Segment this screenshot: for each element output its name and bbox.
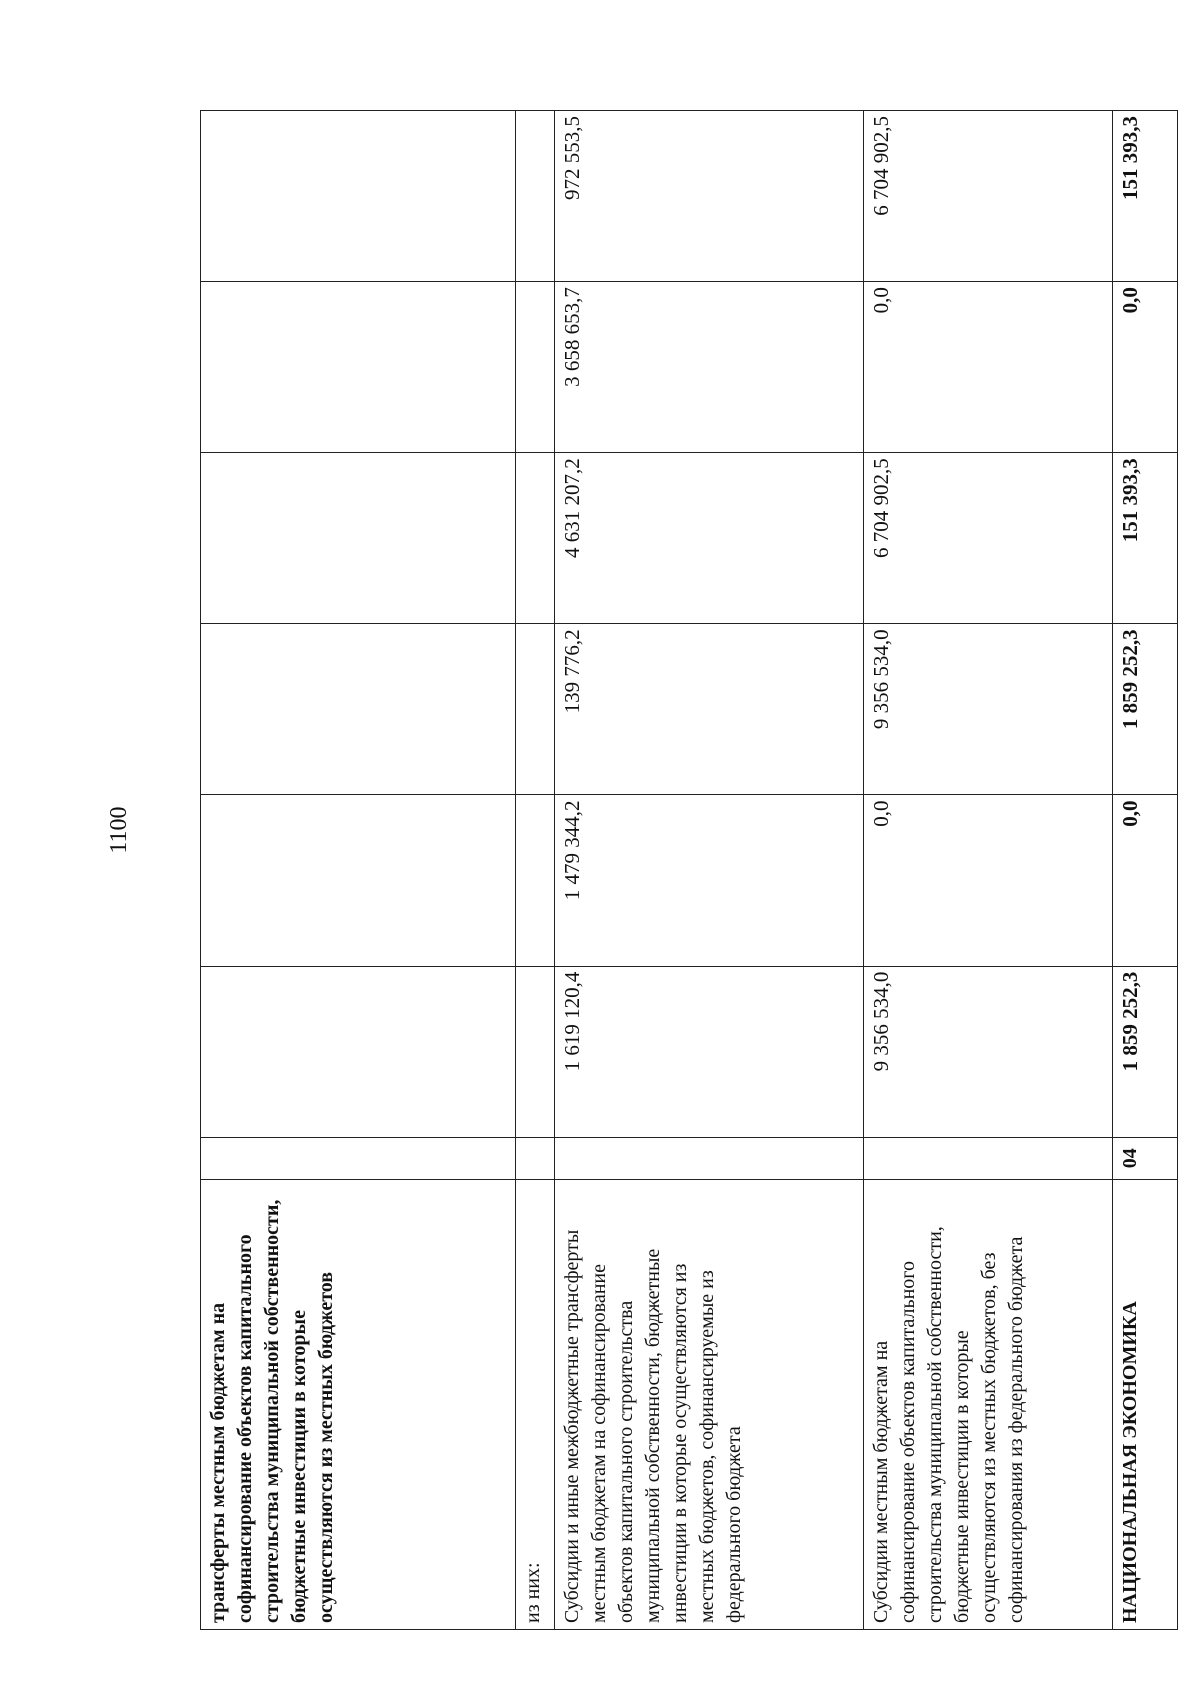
value-cell: 139 776,2 [555, 624, 864, 795]
value-cell [516, 111, 555, 282]
row-code [516, 1137, 555, 1179]
value-cell [516, 795, 555, 966]
value-cell [201, 966, 516, 1137]
row-name: Субсидии и иные межбюджетные трансферты местным бюджетам на софинансирование объектов капитального строительства муниципальной собственности, бюджетные инвестиции в которые осуществляются из местных бюджетов, софинансируемые из федерального бюджета [555, 1179, 864, 1629]
value-cell: 1 479 344,2 [555, 795, 864, 966]
value-cell [516, 282, 555, 453]
budget-table-rotated [200, 110, 1142, 1630]
value-cell: 1 859 252,3 [1113, 966, 1178, 1137]
table-row [864, 111, 1113, 1630]
row-code [864, 1137, 1113, 1179]
value-cell: 9 356 534,0 [864, 966, 1113, 1137]
value-cell [516, 624, 555, 795]
row-name: трансферты местным бюджетам на софинансирование объектов капитального строительства муниципальной собственности, бюджетные инвестиции в которые осуществляются из местных бюджетов [201, 1179, 516, 1629]
value-cell: 4 631 207,2 [555, 453, 864, 624]
value-cell [201, 453, 516, 624]
value-cell: 3 658 653,7 [555, 282, 864, 453]
table-row [201, 111, 516, 1630]
value-cell [201, 111, 516, 282]
value-cell: 0,0 [1113, 795, 1178, 966]
value-cell [516, 453, 555, 624]
value-cell: 972 553,5 [555, 111, 864, 282]
value-cell: 151 393,3 [1113, 111, 1178, 282]
value-cell: 0,0 [864, 795, 1113, 966]
value-cell [201, 624, 516, 795]
value-cell: 6 704 902,5 [864, 111, 1113, 282]
value-cell: 151 393,3 [1113, 453, 1178, 624]
value-cell [516, 966, 555, 1137]
budget-table [200, 110, 1178, 1630]
table-row [1113, 111, 1178, 1630]
value-cell: 9 356 534,0 [864, 624, 1113, 795]
row-code [201, 1137, 516, 1179]
row-name: НАЦИОНАЛЬНАЯ ЭКОНОМИКА [1113, 1179, 1178, 1629]
value-cell: 0,0 [1113, 282, 1178, 453]
row-name: Субсидии местным бюджетам на софинансирование объектов капитального строительства муниципальной собственности, бюджетные инвестиции в которые осуществляются из местных бюджетов, без софинансирования из федерального бюджета [864, 1179, 1113, 1629]
table-row [516, 111, 555, 1630]
row-code [555, 1137, 864, 1179]
page-number: 1100 [106, 806, 132, 854]
value-cell: 6 704 902,5 [864, 453, 1113, 624]
value-cell: 1 859 252,3 [1113, 624, 1178, 795]
value-cell: 0,0 [864, 282, 1113, 453]
value-cell [201, 795, 516, 966]
value-cell: 1 619 120,4 [555, 966, 864, 1137]
row-name: из них: [516, 1179, 555, 1629]
table-row [555, 111, 864, 1630]
value-cell [201, 282, 516, 453]
row-code: 04 [1113, 1137, 1178, 1179]
